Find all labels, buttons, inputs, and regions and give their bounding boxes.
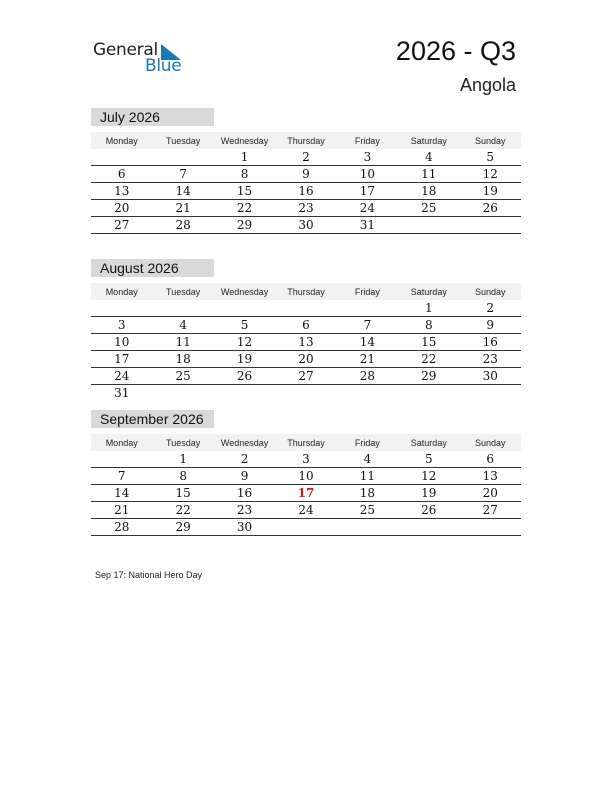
day-cell: 16 — [482, 335, 498, 349]
month-calendar-july — [91, 108, 521, 234]
week-row — [91, 502, 521, 519]
day-cell: 26 — [482, 201, 498, 215]
day-cell: 12 — [421, 469, 437, 483]
day-cell: 25 — [359, 503, 376, 517]
day-cell: 6 — [486, 452, 495, 466]
day-cell: 29 — [421, 369, 437, 383]
month-label: September 2026 — [91, 410, 214, 428]
day-cell: 5 — [240, 318, 249, 332]
week-row — [91, 351, 521, 368]
day-cell: 2 — [486, 301, 495, 315]
weekday-label: Tuesday — [166, 437, 201, 448]
day-cell: 13 — [114, 184, 130, 198]
day-cell: 17 — [114, 352, 130, 366]
day-cell: 21 — [175, 201, 191, 215]
day-cell: 31 — [359, 218, 376, 232]
day-cell: 22 — [421, 352, 437, 366]
day-cell: 18 — [421, 184, 437, 198]
month-label: July 2026 — [91, 108, 214, 126]
day-cell: 3 — [302, 452, 310, 466]
week-row — [91, 149, 521, 166]
day-cell: 28 — [359, 369, 376, 383]
weekday-label: Saturday — [410, 135, 447, 146]
week-row — [91, 468, 521, 485]
weekday-label: Wednesday — [220, 286, 269, 297]
week-row — [91, 217, 521, 234]
day-cell: 3 — [117, 318, 126, 332]
weekday-label: Saturday — [410, 286, 447, 297]
calendar-grid — [91, 434, 521, 536]
day-cell: 21 — [359, 352, 376, 366]
day-cell: 26 — [236, 369, 253, 383]
calendar-grid — [91, 132, 521, 234]
day-cell: 29 — [236, 218, 253, 232]
day-cell: 15 — [421, 335, 437, 349]
week-row — [91, 300, 521, 317]
day-cell: 12 — [482, 167, 498, 181]
weekday-label: Thursday — [287, 437, 325, 448]
day-cell: 5 — [486, 150, 495, 164]
day-cell: 28 — [114, 520, 130, 534]
day-cell: 10 — [114, 335, 130, 349]
weekday-label: Monday — [105, 286, 138, 297]
day-cell: 11 — [175, 335, 191, 349]
day-cell: 3 — [363, 150, 372, 164]
weekday-label: Saturday — [410, 437, 447, 448]
weekday-label: Friday — [354, 437, 380, 448]
day-cell: 6 — [302, 318, 310, 332]
holiday-note: Sep 17: National Hero Day — [95, 570, 203, 580]
day-cell: 9 — [302, 167, 310, 181]
weekday-label: Tuesday — [166, 286, 201, 297]
weekday-header-row — [91, 132, 521, 149]
day-cell: 18 — [175, 352, 191, 366]
week-row — [91, 334, 521, 351]
day-cell: 20 — [482, 486, 498, 500]
day-cell: 19 — [421, 486, 437, 500]
day-cell: 11 — [359, 469, 376, 483]
week-row — [91, 368, 521, 385]
day-cell: 9 — [486, 318, 495, 332]
day-cell: 14 — [175, 184, 191, 198]
day-cell: 27 — [298, 369, 314, 383]
day-cell: 22 — [175, 503, 191, 517]
day-cell: 2 — [240, 452, 249, 466]
day-cell: 17 — [359, 184, 376, 198]
day-cell: 27 — [482, 503, 498, 517]
day-cell: 23 — [482, 352, 498, 366]
day-cell: 5 — [425, 452, 433, 466]
holiday-day-cell: 17 — [297, 486, 315, 500]
day-cell: 30 — [298, 218, 314, 232]
week-row — [91, 183, 521, 200]
month-calendar-september — [91, 410, 521, 536]
day-cell: 20 — [114, 201, 130, 215]
day-cell: 7 — [117, 469, 126, 483]
day-cell: 18 — [359, 486, 376, 500]
day-cell: 26 — [421, 503, 437, 517]
day-cell: 7 — [179, 167, 187, 181]
week-row — [91, 317, 521, 334]
day-cell: 16 — [298, 184, 314, 198]
week-row — [91, 451, 521, 468]
day-cell: 29 — [175, 520, 191, 534]
weekday-label: Sunday — [474, 437, 506, 448]
logo-word-blue: Blue — [145, 56, 182, 76]
weekday-label: Wednesday — [220, 437, 269, 448]
week-row — [91, 200, 521, 217]
day-cell: 9 — [240, 469, 249, 483]
week-row — [91, 385, 521, 401]
day-cell: 24 — [359, 201, 376, 215]
day-cell: 8 — [179, 469, 187, 483]
day-cell: 4 — [363, 452, 372, 466]
day-cell: 11 — [421, 167, 437, 181]
day-cell: 10 — [298, 469, 314, 483]
day-cell: 6 — [117, 167, 126, 181]
weekday-label: Sunday — [474, 135, 506, 146]
day-cell: 15 — [175, 486, 191, 500]
day-cell: 4 — [179, 318, 187, 332]
day-cell: 30 — [482, 369, 498, 383]
day-cell: 1 — [425, 301, 433, 315]
day-cell: 8 — [425, 318, 433, 332]
day-cell: 21 — [114, 503, 130, 517]
week-row — [91, 485, 521, 502]
day-cell: 7 — [363, 318, 372, 332]
day-cell: 24 — [298, 503, 314, 517]
month-label: August 2026 — [91, 259, 214, 277]
day-cell: 15 — [236, 184, 253, 198]
day-cell: 22 — [236, 201, 253, 215]
weekday-label: Thursday — [287, 286, 325, 297]
day-cell: 4 — [425, 150, 433, 164]
calendar-grid — [91, 283, 521, 401]
day-cell: 24 — [114, 369, 130, 383]
weekday-label: Tuesday — [166, 135, 201, 146]
weekday-header-row — [91, 283, 521, 300]
generalblue-logo — [93, 40, 193, 80]
day-cell: 30 — [236, 520, 253, 534]
day-cell: 31 — [114, 386, 130, 400]
page-title: 2026 - Q3 — [395, 36, 516, 66]
weekday-label: Wednesday — [220, 135, 269, 146]
week-row — [91, 519, 521, 536]
day-cell: 14 — [114, 486, 130, 500]
day-cell: 19 — [236, 352, 253, 366]
week-row — [91, 166, 521, 183]
day-cell: 27 — [114, 218, 130, 232]
day-cell: 13 — [482, 469, 498, 483]
day-cell: 20 — [298, 352, 314, 366]
day-cell: 25 — [175, 369, 191, 383]
weekday-label: Sunday — [474, 286, 506, 297]
day-cell: 1 — [179, 452, 187, 466]
logo-word-general: General — [93, 40, 158, 60]
country-name: Angola — [459, 75, 516, 95]
day-cell: 19 — [482, 184, 498, 198]
day-cell: 23 — [298, 201, 314, 215]
day-cell: 14 — [359, 335, 376, 349]
day-cell: 12 — [236, 335, 253, 349]
month-calendar-august — [91, 259, 521, 401]
day-cell: 28 — [175, 218, 191, 232]
weekday-label: Monday — [105, 135, 138, 146]
weekday-label: Thursday — [287, 135, 325, 146]
day-cell: 1 — [240, 150, 249, 164]
day-cell: 23 — [236, 503, 253, 517]
weekday-label: Friday — [354, 286, 380, 297]
day-cell: 8 — [240, 167, 249, 181]
day-cell: 13 — [298, 335, 314, 349]
weekday-label: Friday — [354, 135, 380, 146]
weekday-header-row — [91, 434, 521, 451]
day-cell: 25 — [421, 201, 437, 215]
day-cell: 16 — [236, 486, 253, 500]
weekday-label: Monday — [105, 437, 138, 448]
day-cell: 10 — [359, 167, 376, 181]
day-cell: 2 — [302, 150, 310, 164]
